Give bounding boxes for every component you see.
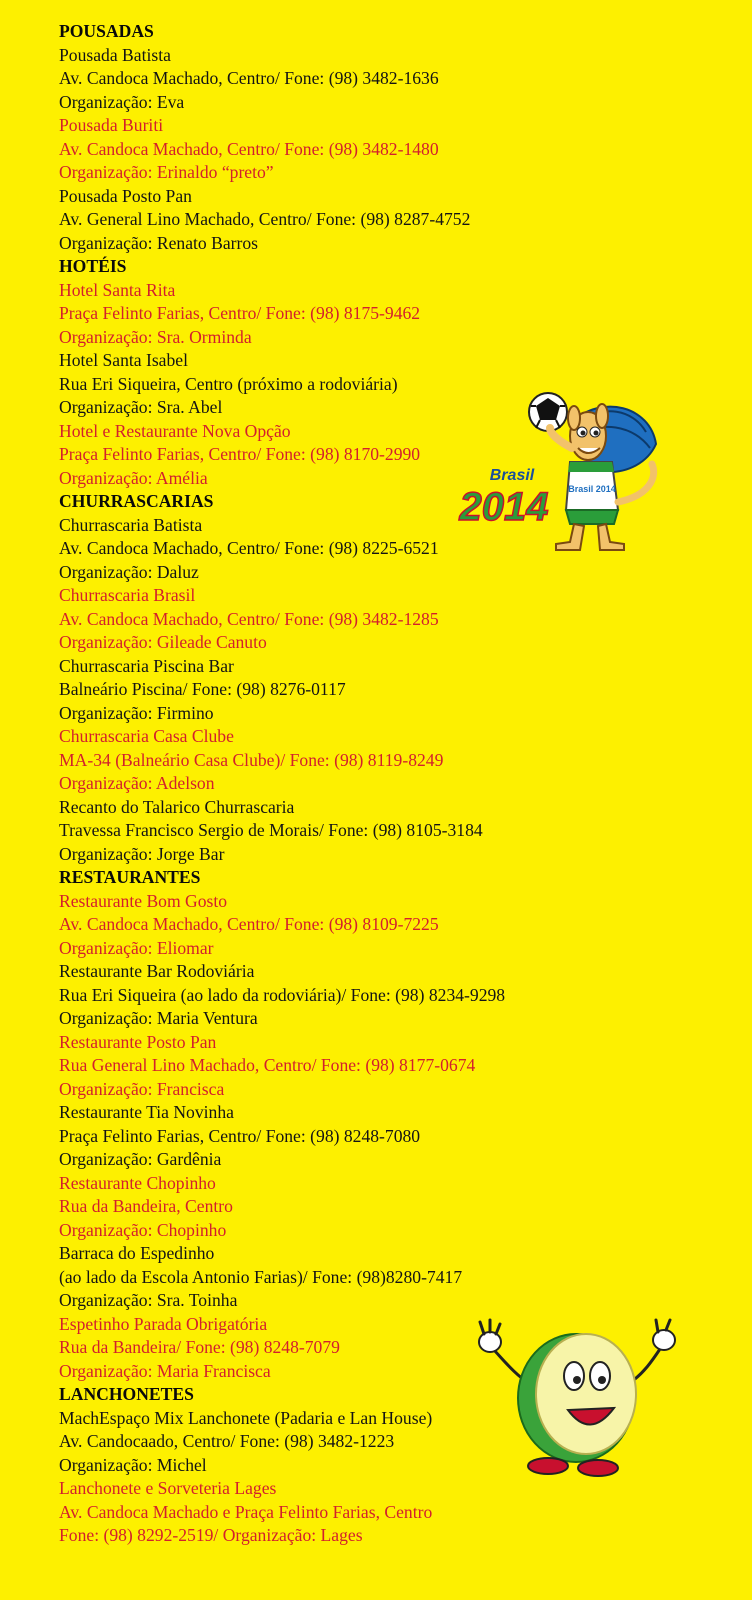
right-glove-icon bbox=[653, 1320, 675, 1350]
business-organization: Organização: Gardênia bbox=[59, 1149, 222, 1169]
business-name: Restaurante Bar Rodoviária bbox=[59, 961, 255, 981]
business-address: Av. Candoca Machado, Centro/ Fone: (98) 8225-6521 bbox=[59, 538, 439, 558]
business-organization: Organização: Amélia bbox=[59, 467, 208, 488]
business-organization: Organização: Eva bbox=[59, 91, 185, 112]
business-address: Praça Felinto Farias, Centro/ Fone: (98) 8170-2990 bbox=[59, 444, 421, 464]
business-address: Rua General Lino Machado, Centro/ Fone: (98) 8177-0674 bbox=[59, 1055, 476, 1075]
business-name: Churrascaria Brasil bbox=[59, 585, 196, 605]
section-heading: POUSADAS bbox=[59, 21, 154, 41]
business-name: Espetinho Parada Obrigatória bbox=[59, 1313, 268, 1334]
section-heading: CHURRASCARIAS bbox=[59, 491, 214, 511]
business-name: Pousada Buriti bbox=[59, 115, 164, 135]
business-organization: Organização: Firmino bbox=[59, 702, 214, 723]
business-name: Restaurante Tia Novinha bbox=[59, 1102, 234, 1122]
logo-year: 2014 bbox=[459, 485, 549, 529]
business-name: Lanchonete e Sorveteria Lages bbox=[59, 1478, 277, 1498]
armadillo-mascot-icon bbox=[452, 392, 662, 552]
business-organization: Organização: Sra. Orminda bbox=[59, 326, 252, 347]
left-glove-icon bbox=[479, 1320, 501, 1352]
business-address: Av. Candoca Machado e Praça Felinto Farias, Centro bbox=[59, 1501, 433, 1522]
business-address: Av. Candoca Machado, Centro/ Fone: (98) 8109-7225 bbox=[59, 914, 439, 934]
business-address: Rua Eri Siqueira (ao lado da rodoviária)/ Fone: (98) 8234-9298 bbox=[59, 984, 506, 1005]
business-address: Av. Candoca Machado, Centro/ Fone: (98) 3482-1480 bbox=[59, 138, 439, 159]
business-organization: Organização: Adelson bbox=[59, 773, 215, 793]
section-heading: LANCHONETES bbox=[59, 1384, 194, 1404]
business-name: Recanto do Talarico Churrascaria bbox=[59, 796, 295, 817]
business-name: Restaurante Chopinho bbox=[59, 1172, 216, 1193]
business-address: Praça Felinto Farias, Centro/ Fone: (98) 8248-7080 bbox=[59, 1125, 421, 1146]
business-name: Hotel Santa Isabel bbox=[59, 350, 188, 370]
business-name: Restaurante Posto Pan bbox=[59, 1031, 217, 1052]
ball-mascot-icon bbox=[478, 1318, 678, 1478]
business-organization: Organização: Jorge Bar bbox=[59, 843, 225, 864]
business-name: MachEspaço Mix Lanchonete (Padaria e Lan House) bbox=[59, 1407, 433, 1428]
logo-brasil-word: Brasil bbox=[489, 467, 535, 484]
section-heading: HOTÉIS bbox=[59, 256, 127, 276]
business-organization: Organização: Sra. Abel bbox=[59, 397, 223, 417]
business-name: Hotel e Restaurante Nova Opção bbox=[59, 420, 291, 441]
business-name: Churrascaria Piscina Bar bbox=[59, 655, 234, 676]
business-address: Travessa Francisco Sergio de Morais/ Fone: (98) 8105-3184 bbox=[59, 820, 483, 840]
business-address: Balneário Piscina/ Fone: (98) 8276-0117 bbox=[59, 679, 346, 699]
business-name: Barraca do Espedinho bbox=[59, 1243, 215, 1263]
business-organization: Organização: Gileade Canuto bbox=[59, 632, 267, 652]
business-organization: Organização: Daluz bbox=[59, 561, 199, 582]
section-heading: RESTAURANTES bbox=[59, 867, 201, 887]
business-address: Rua da Bandeira, Centro bbox=[59, 1196, 233, 1216]
business-organization: Organização: Erinaldo “preto” bbox=[59, 162, 274, 182]
business-address: Av. Candoca Machado, Centro/ Fone: (98) 3482-1636 bbox=[59, 68, 439, 88]
shirt-text: Brasil 2014 bbox=[568, 484, 616, 494]
business-organization: Organização: Chopinho bbox=[59, 1219, 227, 1240]
business-address: Rua Eri Siqueira, Centro (próximo a rodoviária) bbox=[59, 373, 398, 394]
business-name: Churrascaria Casa Clube bbox=[59, 726, 234, 746]
business-address: Av. General Lino Machado, Centro/ Fone: (98) 8287-4752 bbox=[59, 209, 471, 229]
business-organization: Organização: Francisca bbox=[59, 1078, 225, 1099]
business-organization: Organização: Eliomar bbox=[59, 937, 214, 958]
business-address: MA-34 (Balneário Casa Clube)/ Fone: (98) 8119-8249 bbox=[59, 749, 444, 770]
business-address: Rua da Bandeira/ Fone: (98) 8248-7079 bbox=[59, 1337, 340, 1357]
business-name: Restaurante Bom Gosto bbox=[59, 890, 228, 911]
business-organization: Organização: Maria Francisca bbox=[59, 1360, 271, 1381]
business-organization: Organização: Renato Barros bbox=[59, 232, 258, 253]
business-name: Hotel Santa Rita bbox=[59, 279, 176, 300]
business-name: Pousada Batista bbox=[59, 44, 171, 65]
business-organization: Fone: (98) 8292-2519/ Organização: Lages bbox=[59, 1525, 363, 1545]
business-organization: Organização: Sra. Toinha bbox=[59, 1290, 238, 1310]
business-address: Av. Candocaado, Centro/ Fone: (98) 3482-1223 bbox=[59, 1431, 395, 1451]
business-address: Praça Felinto Farias, Centro/ Fone: (98) 8175-9462 bbox=[59, 303, 421, 323]
business-address: (ao lado da Escola Antonio Farias)/ Fone: (98)8280-7417 bbox=[59, 1266, 463, 1287]
business-name: Churrascaria Batista bbox=[59, 514, 203, 535]
business-organization: Organização: Michel bbox=[59, 1454, 207, 1475]
business-name: Pousada Posto Pan bbox=[59, 185, 192, 206]
business-address: Av. Candoca Machado, Centro/ Fone: (98) 3482-1285 bbox=[59, 608, 439, 629]
business-organization: Organização: Maria Ventura bbox=[59, 1008, 258, 1028]
